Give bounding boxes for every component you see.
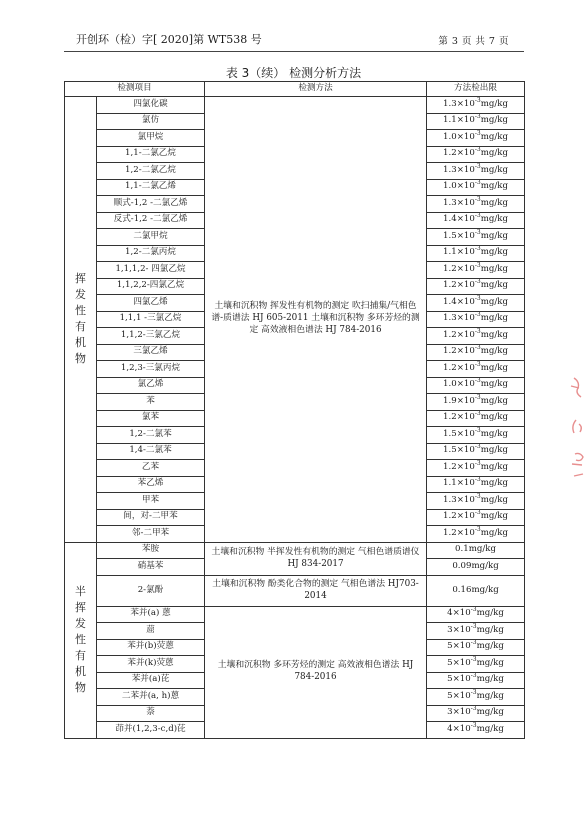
analyte-name-cell: 1,2-二氯丙烷 [97,245,205,262]
method-cell: 土壤和沉积物 半挥发性有机物的测定 气相色谱质谱仪 HJ 834-2017 [205,542,427,575]
limit-unit: mg/kg [480,329,508,340]
limit-unit: mg/kg [480,230,508,241]
limit-unit: mg/kg [480,346,508,357]
analyte-name-cell: 苯并(a) 蒽 [97,606,205,623]
limit-coefficient: 5 [447,657,453,668]
analyte-name-cell: 1,4-二氯苯 [97,443,205,460]
detection-limit-cell: $1.2\times 10^{-3}mg/kg$ [427,328,525,345]
analyte-name-cell: 氯甲烷 [97,130,205,147]
analyte-name-cell: 四氯乙烯 [97,295,205,312]
limit-coefficient: 1.2 [443,362,457,373]
limit-exponent: -3 [474,459,481,467]
limit-unit: mg/kg [480,181,508,192]
limit-coefficient: 1.9 [443,395,457,406]
method-cell: 土壤和沉积物 酚类化合物的测定 气相色谱法 HJ703-2014 [205,575,427,606]
limit-coefficient: 3 [447,707,453,718]
analyte-name-cell: 1,1,2-三氯乙烷 [97,328,205,345]
limit-coefficient: 1.2 [443,412,457,423]
limit-coefficient: 1.2 [443,280,457,291]
limit-coefficient: 1.5 [443,230,457,241]
limit-coefficient: 1.3 [443,197,457,208]
table-row [65,575,525,606]
limit-coefficient: 1.2 [443,263,457,274]
limit-exponent: -3 [474,96,481,104]
detection-limit-cell: $1.3\times 10^{-3}mg/kg$ [427,311,525,328]
detection-limit-cell: $1.1\times 10^{-3}mg/kg$ [427,476,525,493]
limit-unit: mg/kg [476,608,504,619]
detection-limit-cell: $1.4\times 10^{-3}mg/kg$ [427,212,525,229]
detection-limit-cell: $1.3\times 10^{-3}mg/kg$ [427,493,525,510]
detection-limit-cell: $5\times 10^{-3}mg/kg$ [427,639,525,656]
category-char: 性 [75,633,86,647]
limit-exponent: -3 [474,278,481,286]
category-char: 挥 [75,272,86,286]
limit-exponent: -3 [474,129,481,137]
limit-coefficient: 1.1 [443,115,457,126]
limit-exponent: -3 [474,410,481,418]
limit-coefficient: 1.4 [443,296,457,307]
limit-coefficient: 1.2 [443,148,457,159]
limit-exponent: -3 [474,344,481,352]
analyte-name-cell: 间，对-二甲苯 [97,509,205,526]
limit-exponent: -3 [470,672,477,680]
limit-coefficient: 1.5 [443,428,457,439]
detection-limit-cell: $5\times 10^{-3}mg/kg$ [427,672,525,689]
category-char: 性 [75,304,86,318]
limit-exponent: -3 [474,393,481,401]
limit-coefficient: 1.0 [443,131,457,142]
analyte-name-cell: 苯胺 [97,542,205,559]
detection-methods-table [64,81,525,739]
detection-limit-cell: $1.2\times 10^{-3}mg/kg$ [427,460,525,477]
limit-exponent: -3 [474,195,481,203]
category-char: 有 [75,648,86,662]
analyte-name-cell: 二苯并(a, h)蒽 [97,689,205,706]
limit-coefficient: 1.2 [443,346,457,357]
detection-limit-cell: 0.16mg/kg [427,575,525,606]
limit-coefficient: 1.3 [443,313,457,324]
analyte-name-cell: 硝基苯 [97,559,205,576]
table-row [65,97,525,114]
detection-limit-cell: $1.2\times 10^{-3}mg/kg$ [427,278,525,295]
analyte-name-cell: 二氯甲烷 [97,229,205,246]
detection-limit-cell: $1.3\times 10^{-3}mg/kg$ [427,196,525,213]
limit-coefficient: 1.2 [443,329,457,340]
limit-exponent: -3 [474,327,481,335]
limit-exponent: -3 [470,688,477,696]
limit-unit: mg/kg [476,641,504,652]
limit-exponent: -3 [474,162,481,170]
detection-limit-cell: 0.1mg/kg [427,542,525,559]
limit-coefficient: 4 [447,608,453,619]
limit-unit: mg/kg [480,131,508,142]
category-char: 发 [75,288,86,302]
limit-unit: mg/kg [480,280,508,291]
limit-exponent: -3 [474,377,481,385]
limit-unit: mg/kg [480,412,508,423]
analyte-name-cell: 1,2-二氯乙烷 [97,163,205,180]
analyte-name-cell: 氯乙烯 [97,377,205,394]
table-row [65,606,525,623]
detection-limit-cell: $4\times 10^{-3}mg/kg$ [427,722,525,739]
category-char: 半 [75,585,86,599]
limit-coefficient: 1.2 [443,511,457,522]
column-header-limit: 方法检出限 [427,82,525,97]
analyte-name-cell: 1,1-二氯乙烷 [97,146,205,163]
method-cell: 土壤和沉积物 挥发性有机物的测定 吹扫捕集/气相色谱-质谱法 HJ 605-2011 土壤和沉积物 多环芳烃的测定 高效液相色谱法 HJ 784-2016 [205,97,427,543]
analyte-name-cell: 苯并(a)芘 [97,672,205,689]
detection-limit-cell: 0.09mg/kg [427,559,525,576]
analyte-name-cell: 1,1,1 -三氯乙烷 [97,311,205,328]
category-char: 物 [75,680,86,694]
analyte-name-cell: 甲苯 [97,493,205,510]
analyte-name-cell: 苯并(k)荧蒽 [97,656,205,673]
detection-limit-cell: $1.2\times 10^{-3}mg/kg$ [427,410,525,427]
table-row [65,542,525,559]
limit-exponent: -3 [470,655,477,663]
analyte-name-cell: 反式-1,2 -二氯乙烯 [97,212,205,229]
analyte-name-cell: 1,1-二氯乙烯 [97,179,205,196]
detection-limit-cell: $1.2\times 10^{-3}mg/kg$ [427,344,525,361]
detection-limit-cell: $4\times 10^{-3}mg/kg$ [427,606,525,623]
limit-exponent: -3 [474,261,481,269]
limit-exponent: -3 [474,146,481,154]
analyte-name-cell: 苯乙烯 [97,476,205,493]
column-header-method: 检测方法 [205,82,427,97]
limit-unit: mg/kg [480,115,508,126]
category-char: 物 [75,352,86,366]
limit-unit: mg/kg [480,395,508,406]
detection-limit-cell: $1.5\times 10^{-3}mg/kg$ [427,443,525,460]
limit-exponent: -3 [474,228,481,236]
limit-unit: mg/kg [480,461,508,472]
limit-exponent: -3 [474,476,481,484]
limit-coefficient: 1.2 [443,461,457,472]
category-char: 挥 [75,601,86,615]
analyte-name-cell: 苯并(b)荧蒽 [97,639,205,656]
limit-unit: mg/kg [476,723,504,734]
detection-limit-cell: $1.0\times 10^{-3}mg/kg$ [427,377,525,394]
limit-coefficient: 1.3 [443,98,457,109]
limit-coefficient: 3 [447,624,453,635]
analyte-name-cell: 氯仿 [97,113,205,130]
limit-exponent: -3 [470,606,477,614]
analyte-name-cell: 茚并(1,2,3-c,d)芘 [97,722,205,739]
limit-coefficient: 5 [447,690,453,701]
detection-limit-cell: $5\times 10^{-3}mg/kg$ [427,656,525,673]
limit-unit: mg/kg [480,247,508,258]
limit-unit: mg/kg [480,445,508,456]
limit-exponent: -3 [474,311,481,319]
limit-exponent: -3 [470,622,477,630]
limit-unit: mg/kg [480,313,508,324]
analyte-name-cell: 邻-二甲苯 [97,526,205,543]
analyte-name-cell: 1,2,3-三氯丙烷 [97,361,205,378]
category-char: 有 [75,320,86,334]
seal-stamp-fragment [566,372,587,492]
limit-exponent: -3 [474,113,481,121]
limit-unit: mg/kg [480,263,508,274]
limit-unit: mg/kg [480,511,508,522]
limit-unit: mg/kg [480,494,508,505]
analyte-name-cell: 三氯乙烯 [97,344,205,361]
limit-coefficient: 1.5 [443,445,457,456]
category-cell [65,97,97,543]
limit-exponent: -3 [470,639,477,647]
table-title: 表 3（续） 检测分析方法 [225,66,362,80]
page-number: 第 3 页 共 7 页 [438,36,509,47]
limit-unit: mg/kg [480,478,508,489]
detection-limit-cell: $1.5\times 10^{-3}mg/kg$ [427,427,525,444]
limit-exponent: -3 [474,212,481,220]
detection-limit-cell: $1.2\times 10^{-3}mg/kg$ [427,262,525,279]
detection-limit-cell: $1.4\times 10^{-3}mg/kg$ [427,295,525,312]
limit-coefficient: 1.2 [443,527,457,538]
detection-limit-cell: $1.1\times 10^{-3}mg/kg$ [427,245,525,262]
detection-limit-cell: $1.0\times 10^{-3}mg/kg$ [427,130,525,147]
limit-coefficient: 1.1 [443,247,457,258]
method-cell: 土壤和沉积物 多环芳烃的测定 高效液相色谱法 HJ 784-2016 [205,606,427,738]
limit-unit: mg/kg [480,296,508,307]
detection-limit-cell: $5\times 10^{-3}mg/kg$ [427,689,525,706]
limit-unit: mg/kg [480,197,508,208]
limit-unit: mg/kg [476,690,504,701]
limit-unit: mg/kg [476,657,504,668]
limit-unit: mg/kg [480,527,508,538]
limit-coefficient: 1.3 [443,494,457,505]
detection-limit-cell: $1.9\times 10^{-3}mg/kg$ [427,394,525,411]
analyte-name-cell: 1,1,1,2- 四氯乙烷 [97,262,205,279]
detection-limit-cell: $1.3\times 10^{-3}mg/kg$ [427,163,525,180]
limit-exponent: -3 [474,492,481,500]
limit-unit: mg/kg [480,379,508,390]
detection-limit-cell: $1.2\times 10^{-3}mg/kg$ [427,361,525,378]
detection-limit-cell: $1.2\times 10^{-3}mg/kg$ [427,509,525,526]
analyte-name-cell: 乙苯 [97,460,205,477]
category-char: 机 [75,664,86,678]
limit-unit: mg/kg [476,624,504,635]
analyte-name-cell: 四氯化碳 [97,97,205,114]
category-char: 机 [75,336,86,350]
limit-exponent: -3 [470,721,477,729]
analyte-name-cell: 氯苯 [97,410,205,427]
limit-unit: mg/kg [480,214,508,225]
limit-coefficient: 1.3 [443,164,457,175]
limit-coefficient: 5 [447,641,453,652]
detection-limit-cell: $3\times 10^{-3}mg/kg$ [427,705,525,722]
analyte-name-cell: 䓛 [97,623,205,640]
limit-unit: mg/kg [480,98,508,109]
analyte-name-cell: 1,1,2,2-四氯乙烷 [97,278,205,295]
column-header-item: 检测项目 [65,82,205,97]
limit-exponent: -3 [474,179,481,187]
category-char: 发 [75,617,86,631]
detection-limit-cell: $1.2\times 10^{-3}mg/kg$ [427,526,525,543]
limit-unit: mg/kg [480,428,508,439]
limit-exponent: -3 [474,294,481,302]
analyte-name-cell: 苯 [97,394,205,411]
limit-exponent: -3 [474,525,481,533]
limit-coefficient: 1.0 [443,181,457,192]
analyte-name-cell: 顺式-1,2 -二氯乙烯 [97,196,205,213]
limit-unit: mg/kg [480,148,508,159]
limit-exponent: -3 [474,360,481,368]
analyte-name-cell: 萘 [97,705,205,722]
limit-coefficient: 5 [447,674,453,685]
limit-exponent: -3 [474,426,481,434]
detection-limit-cell: $1.2\times 10^{-3}mg/kg$ [427,146,525,163]
limit-unit: mg/kg [476,674,504,685]
limit-coefficient: 1.4 [443,214,457,225]
limit-coefficient: 4 [447,723,453,734]
category-cell [65,542,97,738]
limit-unit: mg/kg [480,362,508,373]
analyte-name-cell: 2-氯酚 [97,575,205,606]
limit-exponent: -3 [470,705,477,713]
analyte-name-cell: 1,2-二氯苯 [97,427,205,444]
limit-exponent: -3 [474,443,481,451]
header-rule [64,51,524,52]
limit-coefficient: 1.0 [443,379,457,390]
limit-coefficient: 1.1 [443,478,457,489]
detection-limit-cell: $1.0\times 10^{-3}mg/kg$ [427,179,525,196]
detection-limit-cell: $1.3\times 10^{-3}mg/kg$ [427,97,525,114]
limit-exponent: -3 [474,245,481,253]
limit-exponent: -3 [474,509,481,517]
table-header-row [65,82,525,97]
detection-limit-cell: $1.1\times 10^{-3}mg/kg$ [427,113,525,130]
limit-unit: mg/kg [480,164,508,175]
detection-limit-cell: $3\times 10^{-3}mg/kg$ [427,623,525,640]
detection-limit-cell: $1.5\times 10^{-3}mg/kg$ [427,229,525,246]
limit-unit: mg/kg [476,707,504,718]
document-number: 开创环（检）字[ 2020]第 WT538 号 [76,33,262,46]
